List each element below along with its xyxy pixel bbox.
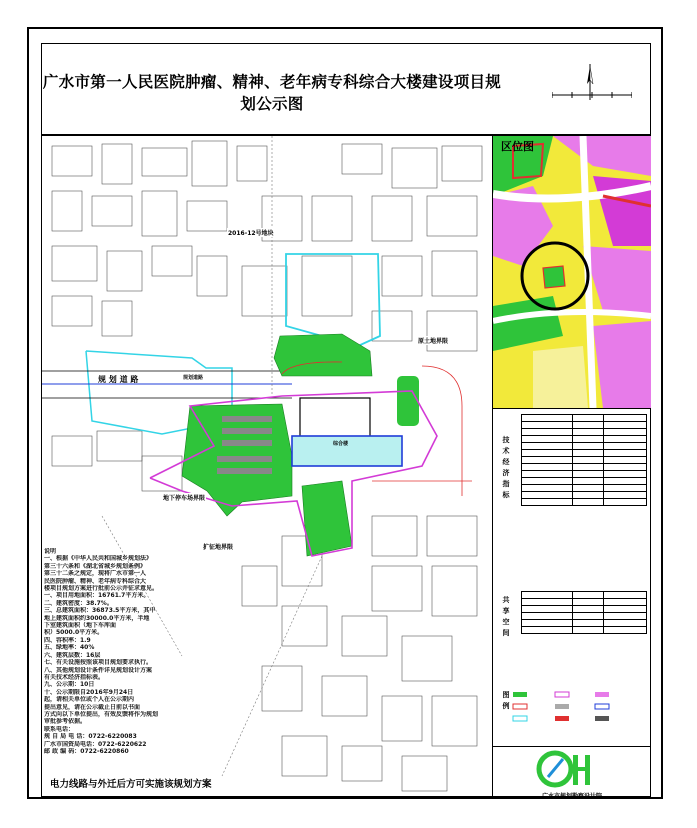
legend-label: 图例 bbox=[502, 691, 511, 713]
note-line: 有关技术经济指标表。 bbox=[44, 673, 105, 681]
note-line: 提出意见，请在公示截止日前以书面 bbox=[44, 703, 141, 711]
notes-block bbox=[44, 548, 493, 755]
expansion-label: 扩征地界限 bbox=[203, 544, 234, 551]
note-line: 四、容积率：1.9 bbox=[44, 636, 91, 644]
logo-block bbox=[493, 746, 651, 799]
design-institute-logo-icon bbox=[493, 747, 651, 791]
note-line: 规 自 局 电 话：0722-6220083 bbox=[44, 733, 137, 741]
note-line: 积）5000.0平方米。 bbox=[44, 629, 104, 637]
location-map-drawing bbox=[493, 136, 651, 408]
note-line: 第三十六条和《湖北省城乡规划条例》 bbox=[44, 562, 147, 570]
page-title: 广水市第一人民医院肿瘤、精神、老年病专科综合大楼建设项目规划公示图 bbox=[42, 72, 502, 113]
note-line: 起，请相关单位或个人在公示期内 bbox=[44, 696, 135, 704]
note-line: 下室建筑面积（地下车库面 bbox=[44, 622, 117, 630]
road-label: 规 划 道 路 bbox=[98, 375, 139, 384]
note-line: 一、项目用地面积：16761.7平方米。 bbox=[44, 592, 150, 600]
shared-space-label: 共享空间 bbox=[502, 596, 511, 640]
title-block bbox=[41, 43, 651, 135]
location-map-title: 区位图 bbox=[501, 140, 534, 153]
bottom-note: 电力线路与外迁后方可实施该规划方案 bbox=[50, 779, 212, 790]
tech-indicators-table bbox=[521, 414, 647, 506]
note-line: 九、公示期：10日 bbox=[44, 681, 95, 689]
note-line: 方式向以下单位提出，有效反馈将作为规划 bbox=[44, 710, 159, 718]
note-line: 十、公示期限自2016年9月24日 bbox=[44, 688, 134, 696]
right-column bbox=[493, 135, 651, 800]
building-label: 综合楼 bbox=[333, 441, 349, 447]
parcel-label: 2016-12号地块 bbox=[228, 230, 274, 237]
note-line: 三、总建筑面积：36873.5平方米，其中 bbox=[44, 607, 156, 615]
location-map bbox=[493, 136, 651, 409]
note-line: 第三十二条之规定，现将广水市第一人 bbox=[44, 570, 147, 578]
note-line: 二、建筑密度：38.7%。 bbox=[44, 599, 113, 607]
note-line: 五、绿地率：40% bbox=[44, 644, 95, 652]
legend-swatches bbox=[495, 684, 647, 746]
logo-text: 广水市规划勘察设计院 bbox=[541, 793, 602, 800]
shared-space-table bbox=[521, 591, 647, 634]
note-line: 广水市国资局电话：0722-6220622 bbox=[44, 740, 147, 748]
tech-indicators-label: 技术经济指标 bbox=[502, 436, 511, 502]
land-boundary-label: 原土地界限 bbox=[418, 338, 449, 345]
note-line: 地上建筑面积约30000.0平方米，半地 bbox=[44, 614, 150, 622]
drawing-sheet bbox=[27, 27, 663, 799]
site-plan-map bbox=[41, 135, 493, 797]
note-line: 七、有关设施按照该项目规划要求执行。 bbox=[44, 659, 153, 667]
note-line: 说明 bbox=[44, 548, 57, 555]
note-line: 六、建筑层数：16层 bbox=[44, 651, 101, 659]
note-line: 一、根据《中华人民共和国城乡规划法》 bbox=[44, 555, 153, 563]
note-line: 联系电话： bbox=[44, 725, 75, 733]
note-line: 楼项目规划方案进行批前公示并征求意见。 bbox=[44, 585, 159, 593]
road-small-label: 规划道路 bbox=[183, 375, 204, 381]
note-line: 民医院肿瘤、精神、老年病专科综合大 bbox=[44, 577, 147, 585]
note-line: 审批参考依据。 bbox=[44, 718, 87, 726]
note-line: 邮 政 编 码：0722-6220860 bbox=[44, 747, 129, 755]
underground-label: 地下停车场界限 bbox=[163, 495, 206, 502]
scale-bar-icon bbox=[552, 92, 632, 98]
note-line: 八、其他规划设计条件详见规划设计方案 bbox=[44, 666, 153, 674]
